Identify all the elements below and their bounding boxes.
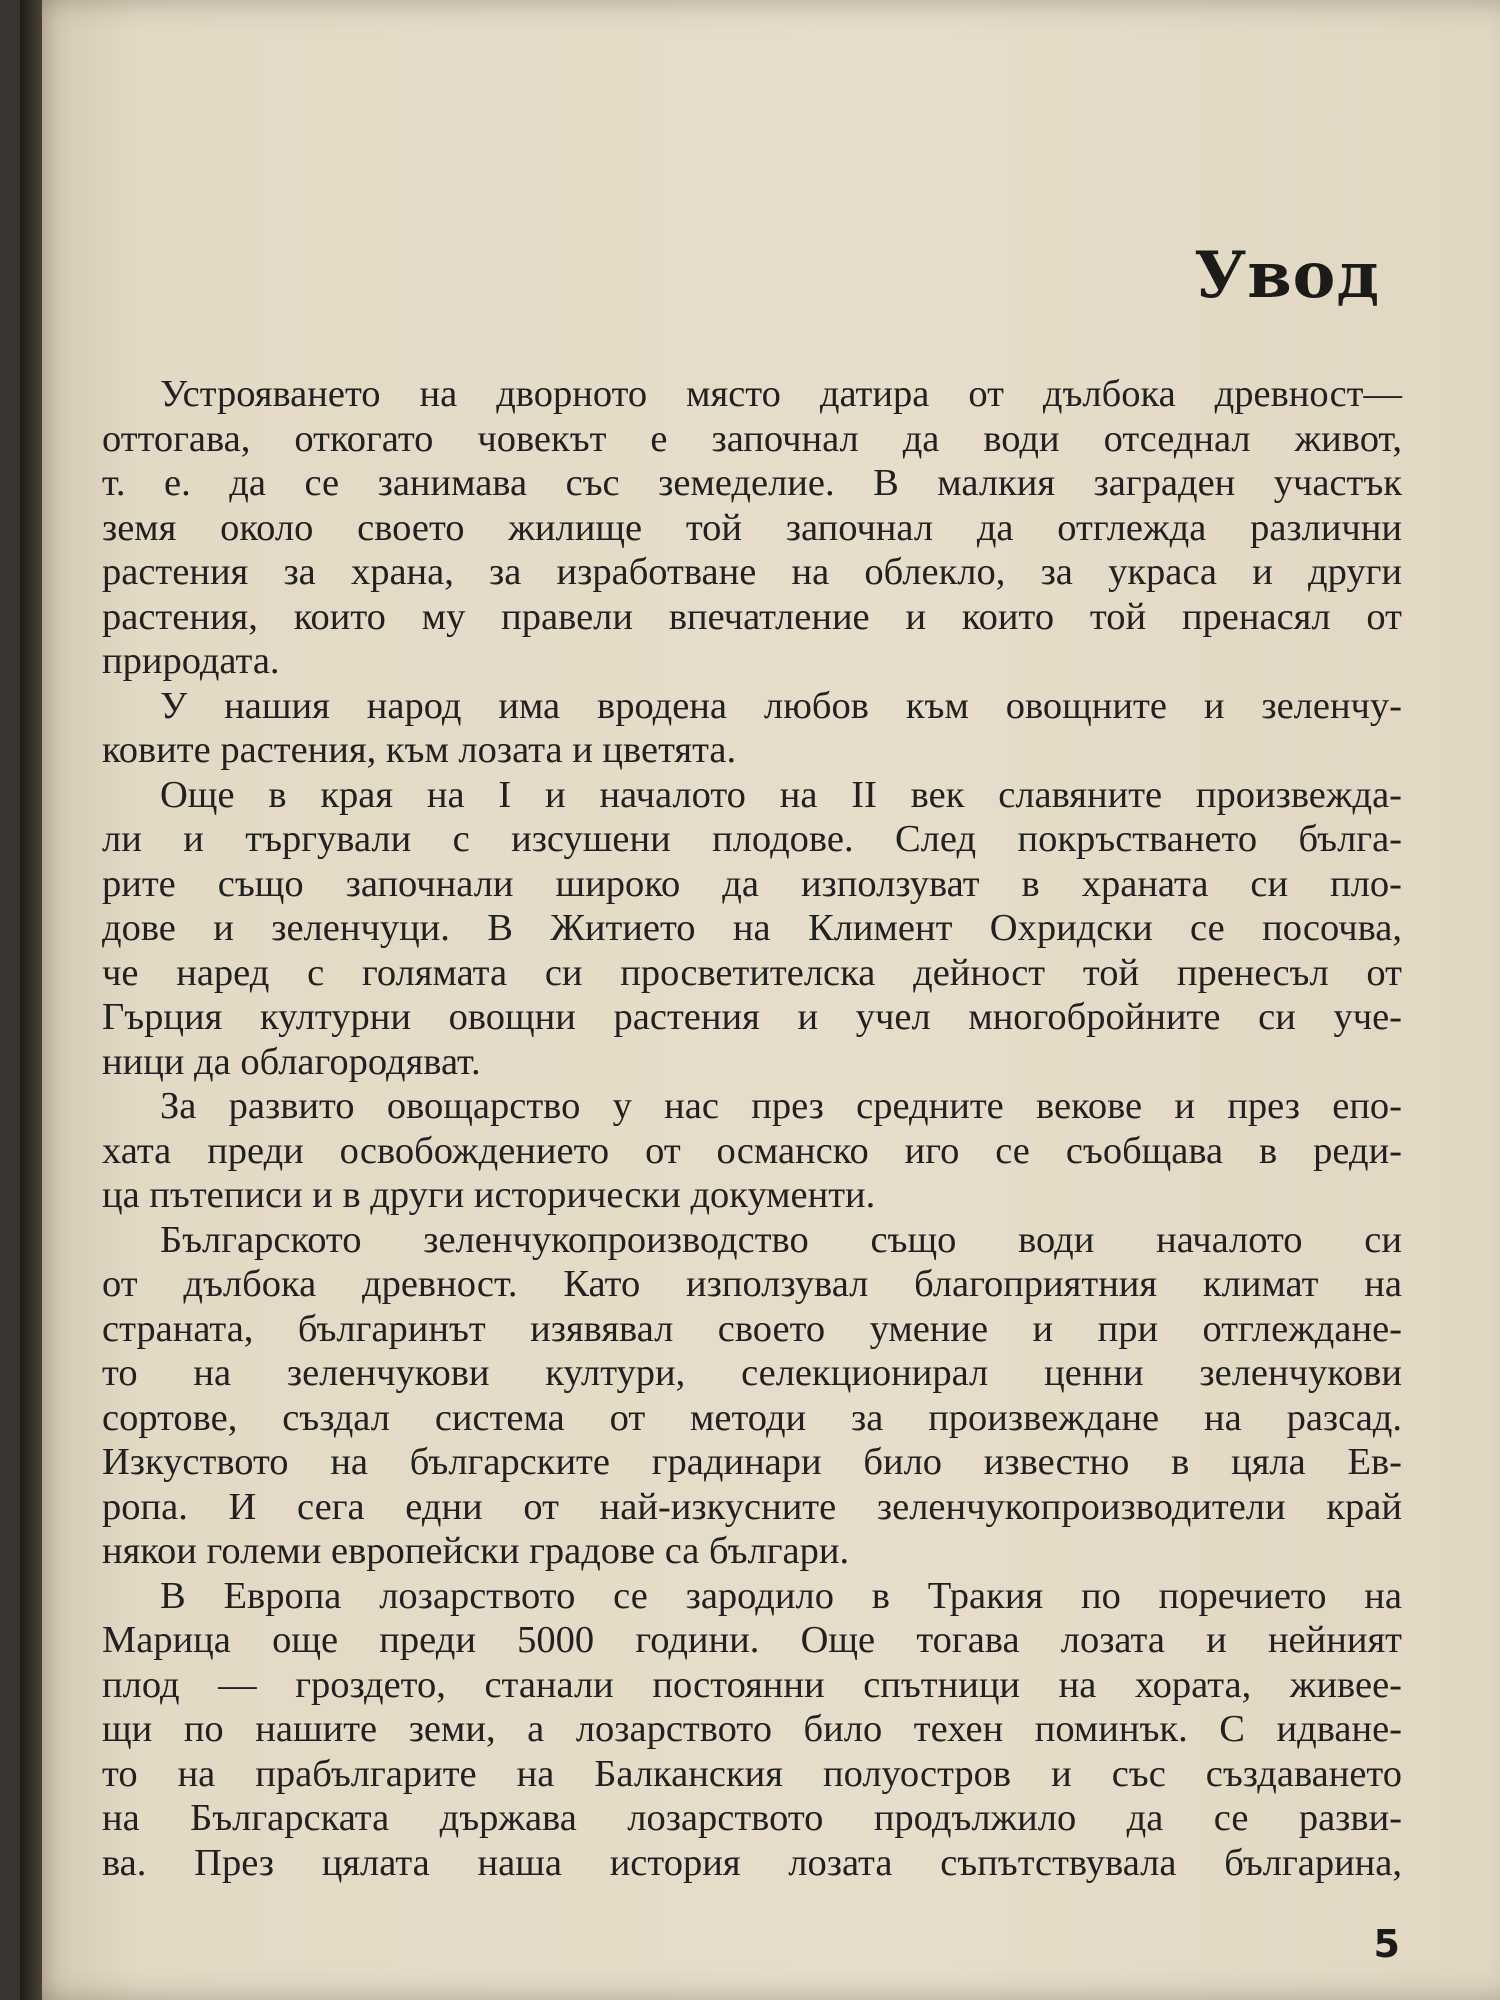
- paragraph: [102, 372, 1402, 684]
- text-line: ца пътеписи и в други исторически документи.: [102, 1174, 876, 1216]
- text-line: хата преди освобождението от османско иго се съобщава в реди-: [102, 1129, 1402, 1172]
- text-line: ковите растения, към лозата и цветята.: [102, 729, 737, 771]
- text-line: някои големи европейски градове са българи.: [102, 1530, 850, 1572]
- text-line: страната, българинът изявявал своето умение и при отглеждане-: [102, 1307, 1402, 1350]
- text-line: оттогава, откогато човекът е започнал да води отседнал живот,: [102, 417, 1402, 460]
- paragraph: [102, 1218, 1402, 1574]
- text-line: ли и търгували с изсушени плодове. След покръстването бълга-: [102, 818, 1402, 860]
- book-gutter: [20, 0, 42, 2000]
- text-line: Изкуството на българските градинари било известно в цяла Ев-: [102, 1441, 1402, 1483]
- text-line: на Българската държава лозарството продължило да се разви-: [102, 1797, 1402, 1839]
- text-line: Марица още преди 5000 години. Още тогава лозата и нейният: [102, 1619, 1402, 1661]
- text-line: Българското зеленчукопроизводство също води началото си: [160, 1218, 1402, 1261]
- text-line: растения, които му правели впечатление и които той пренасял от: [102, 595, 1402, 638]
- text-line: земя около своето жилище той започнал да отглежда различни: [102, 506, 1402, 549]
- text-line: от дълбока древност. Като използувал благоприятния климат на: [102, 1263, 1402, 1305]
- text-line: т. е. да се занимава със земеделие. В малкия заграден участък: [102, 462, 1402, 504]
- text-line: щи по нашите земи, а лозарството било техен поминък. С идване-: [102, 1708, 1402, 1750]
- text-line: сортове, създал система от методи за произвеждане на разсад.: [102, 1396, 1402, 1439]
- text-line: то на зеленчукови култури, селекционирал ценни зеленчукови: [102, 1352, 1402, 1394]
- text-line: че наред с голямата си просветителска дейност той пренесъл от: [102, 951, 1402, 994]
- text-line: За развито овощарство у нас през средните векове и през епо-: [160, 1085, 1402, 1127]
- body-text: [102, 372, 1402, 1885]
- page-number: 5: [1373, 1922, 1400, 1966]
- text-line: плод — гроздето, станали постоянни спътници на хората, живее-: [102, 1663, 1402, 1706]
- text-line: У нашия народ има вродена любов към овощните и зеленчу-: [160, 684, 1402, 727]
- chapter-title: Увод: [1194, 238, 1380, 313]
- book-page: [20, 0, 1500, 2000]
- text-line: дове и зеленчуци. В Житието на Климент Охридски се посочва,: [102, 907, 1402, 949]
- text-line: ва. През цялата наша история лозата съпътствувала българина,: [102, 1841, 1402, 1884]
- text-line: то на прабългарите на Балканския полуостров и със създаването: [102, 1752, 1402, 1795]
- text-line: Устрояването на дворното място датира от дълбока древност—: [160, 373, 1402, 415]
- text-line: рите също започнали широко да използуват в храната си пло-: [102, 862, 1402, 905]
- text-line: Още в края на I и началото на II век славяните произвежда-: [160, 773, 1402, 816]
- text-line: природата.: [102, 640, 280, 682]
- paragraph: [102, 684, 1402, 773]
- paragraph: [102, 1084, 1402, 1218]
- paragraph: [102, 1574, 1402, 1886]
- text-line: ници да облагородяват.: [102, 1040, 481, 1083]
- text-line: растения за храна, за изработване на облекло, за украса и други: [102, 551, 1402, 593]
- text-line: ропа. И сега едни от най-изкусните зеленчукопроизводители край: [102, 1485, 1402, 1528]
- text-line: Гърция културни овощни растения и учел многобройните си уче-: [102, 996, 1402, 1038]
- text-line: В Европа лозарството се зародило в Тракия по поречието на: [160, 1574, 1402, 1617]
- paragraph: [102, 773, 1402, 1085]
